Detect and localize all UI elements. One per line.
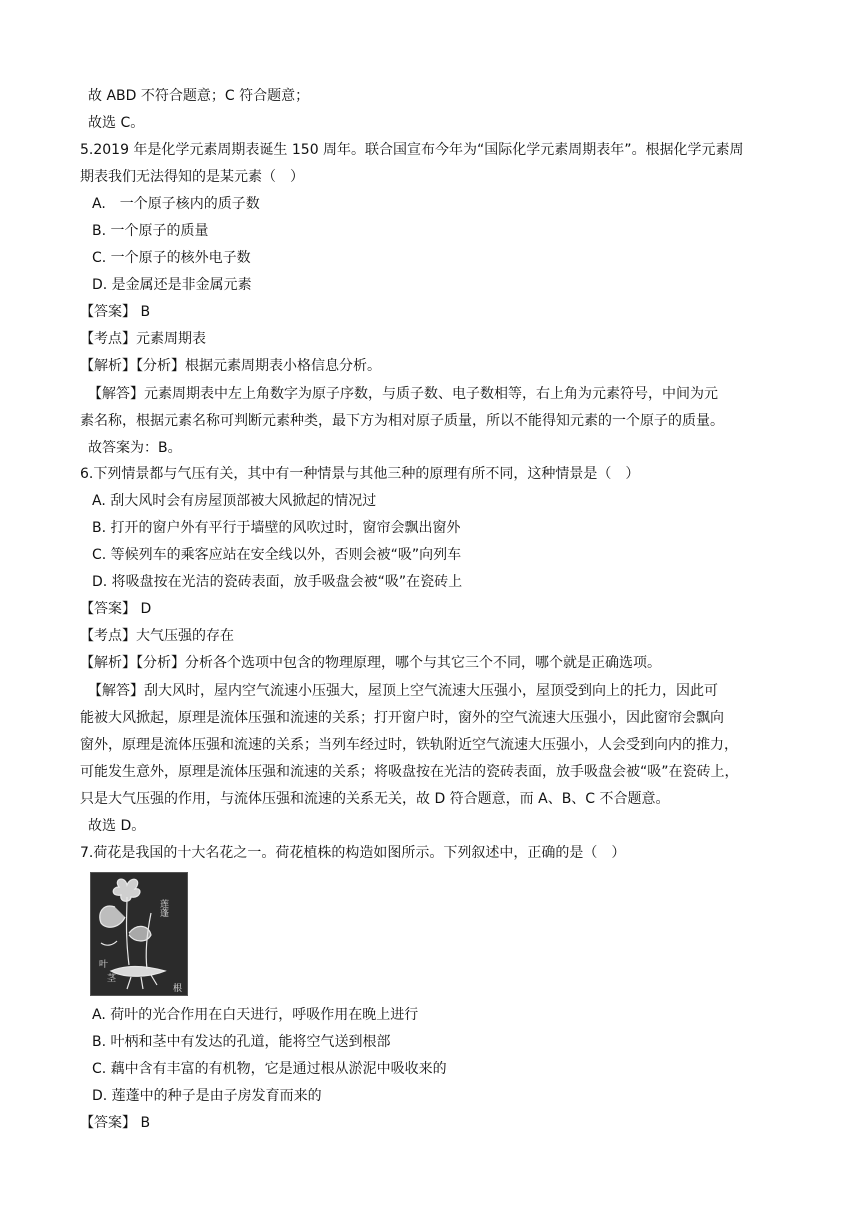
question-6-option-b: B. 打开的窗户外有平行于墙壁的风吹过时，窗帘会飘出窗外	[92, 520, 461, 536]
question-5-option-c: C. 一个原子的核外电子数	[92, 250, 251, 266]
figure-label-lianpeng: 莲蓬	[158, 899, 168, 917]
question-6-stem: 6.下列情景都与气压有关，其中有一种情景与其他三种的原理有所不同，这种情景是（ ）	[80, 466, 640, 482]
question-5-analysis: 【解析】【分析】根据元素周期表小格信息分析。	[80, 358, 381, 374]
text-line: 故 ABD 不符合题意；C 符合题意；	[88, 88, 310, 104]
question-6-solution-cont: 只是大气压强的作用，与流体压强和流速的关系无关，故 D 符合题意，而 A、B、C 不合题意。	[80, 791, 670, 807]
question-7-option-a: A. 荷叶的光合作用在白天进行，呼吸作用在晚上进行	[92, 1007, 419, 1023]
question-5-option-b: B. 一个原子的质量	[92, 223, 209, 239]
question-5-solution-cont: 素名称，根据元素名称可判断元素种类，最下方为相对原子质量，所以不能得知元素的一个原子的质量。	[80, 413, 724, 429]
question-6-solution-cont: 可能发生意外，原理是流体压强和流速的关系；将吸盘按在光洁的瓷砖表面，放手吸盘会被“吸”在瓷砖上，	[80, 764, 739, 780]
question-7-answer: 【答案】 B	[80, 1115, 151, 1131]
question-6-topic: 【考点】大气压强的存在	[80, 628, 234, 644]
question-5-solution: 【解答】元素周期表中左上角数字为原子序数，与质子数、电子数相等，右上角为元素符号，中间为元	[88, 386, 718, 402]
question-6-conclusion: 故选 D。	[88, 818, 146, 834]
figure-label-jing: 茎	[107, 974, 117, 984]
question-6-option-d: D. 将吸盘按在光洁的瓷砖表面，放手吸盘会被“吸”在瓷砖上	[92, 574, 463, 590]
question-5-option-a: A. 一个原子核内的质子数	[92, 196, 260, 212]
question-6-solution-cont: 窗外，原理是流体压强和流速的关系；当列车经过时，铁轨附近空气流速大压强小，人会受到向内的推力，	[80, 737, 738, 753]
question-6-answer: 【答案】 D	[80, 601, 152, 617]
question-5-option-d: D. 是金属还是非金属元素	[92, 277, 252, 293]
question-7-option-d: D. 莲蓬中的种子是由子房发育而来的	[92, 1088, 322, 1104]
lotus-illustration	[91, 873, 187, 995]
question-6-option-c: C. 等候列车的乘客应站在安全线以外，否则会被“吸”向列车	[92, 547, 462, 563]
figure-label-ye: 叶	[99, 960, 109, 970]
question-7-option-b: B. 叶柄和茎中有发达的孔道，能将空气送到根部	[92, 1034, 391, 1050]
question-5-topic: 【考点】元素周期表	[80, 331, 206, 347]
question-6-option-a: A. 刮大风时会有房屋顶部被大风掀起的情况过	[92, 493, 377, 509]
question-6-solution: 【解答】刮大风时，屋内空气流速小压强大，屋顶上空气流速大压强小，屋顶受到向上的托力，因此可	[88, 683, 718, 699]
question-6-solution-cont: 能被大风掀起，原理是流体压强和流速的关系；打开窗户时，窗外的空气流速大压强小，因此窗帘会飘向	[80, 710, 724, 726]
question-6-analysis: 【解析】【分析】分析各个选项中包含的物理原理，哪个与其它三个不同，哪个就是正确选项。	[80, 655, 661, 671]
lotus-plant-figure	[90, 872, 188, 996]
figure-label-gen: 根	[173, 984, 183, 994]
question-5-stem-cont: 期表我们无法得知的是某元素（ ）	[80, 169, 304, 185]
question-7-stem: 7.荷花是我国的十大名花之一。荷花植株的构造如图所示。下列叙述中，正确的是（ ）	[80, 845, 626, 861]
question-7-option-c: C. 藕中含有丰富的有机物，它是通过根从淤泥中吸收来的	[92, 1061, 447, 1077]
question-5-conclusion: 故答案为：B。	[88, 440, 182, 456]
text-line: 故选 C。	[88, 115, 145, 131]
question-5-answer: 【答案】 B	[80, 304, 151, 320]
question-5-stem: 5.2019 年是化学元素周期表诞生 150 周年。联合国宣布今年为“国际化学元素周期表年”。根据化学元素周	[80, 142, 744, 158]
